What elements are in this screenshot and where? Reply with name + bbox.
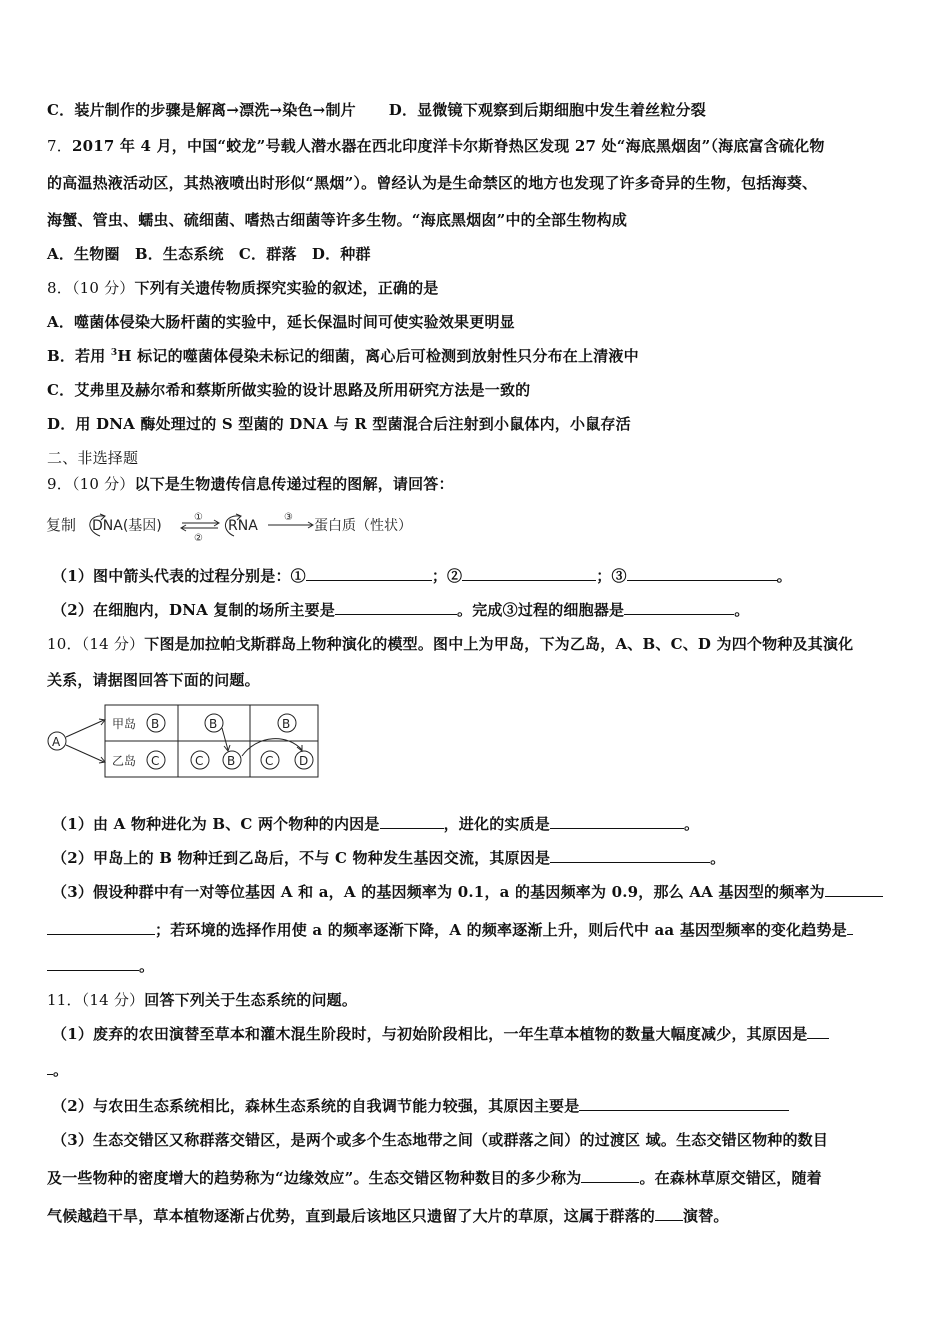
species-a-label: A (52, 735, 61, 749)
diagram-rna-label: RNA (228, 518, 258, 534)
q11-number: 11．（14 分） (47, 991, 145, 1009)
q11-sub3-line3: 气候越趋干旱，草本植物逐渐占优势，直到最后该地区只遗留了大片的草原，这属于群落的 演替。 (47, 1207, 729, 1225)
q11-sub3-line2: 及一些物种的密度增大的趋势称为“边缘效应”。生态交错区物种数目的多少称为 。在森林草原交错区，随着 (47, 1169, 822, 1187)
answer-blank[interactable] (306, 566, 432, 581)
q11-sub1-line1: （1）废弃的农田演替至草本和灌木混生阶段时，与初始阶段相比，一年生草本植物的数量大幅度减少，其原因是 (52, 1024, 912, 1044)
q10-sub3-line3: 。 (47, 956, 907, 976)
diagram-dna-label: DNA(基因) (92, 518, 162, 534)
answer-blank[interactable] (581, 1168, 639, 1183)
q9-sub1: （1）图中箭头代表的过程分别是：① ；② ；③ 。 (52, 567, 792, 585)
circle-2-label: ② (194, 533, 203, 544)
species-c-label: C (151, 754, 160, 768)
q7-line1: 7．2017 年 4 月，中国“蛟龙”号载人潜水器在西北印度洋卡尔斯脊热区发现 27 处“海底黑烟囱”（海底富含硫化物 (47, 137, 825, 155)
q6-options (47, 100, 907, 120)
q7-line3: 海蟹、管虫、蠕虫、硫细菌、嗜热古细菌等许多生物。“海底黑烟囱”中的全部生物构成 (47, 211, 628, 229)
circle-3-label: ③ (284, 512, 293, 523)
q11-stem: 11．（14 分）回答下列关于生态系统的问题。 (47, 991, 358, 1009)
species-c-label: C (195, 754, 204, 768)
q10-sub1: （1）由 A 物种进化为 B、C 两个物种的内因是 ，进化的实质是 。 (52, 815, 700, 833)
species-b-label: B (209, 717, 218, 731)
q6-option-c: C．装片制作的步骤是解离→漂洗→染色→制片 (47, 101, 356, 119)
island-jia-label: 甲岛 (112, 717, 137, 731)
q11-sub1-line2: 。 (47, 1060, 907, 1080)
species-d-label: D (299, 754, 309, 768)
answer-blank[interactable] (627, 566, 777, 581)
q10-line2: 关系，请据图回答下面的问题。 (47, 671, 260, 689)
section-heading: 二、非选择题 (47, 449, 139, 467)
q10-island-diagram (44, 700, 324, 782)
answer-blank[interactable] (847, 920, 853, 935)
q10-number: 10．（14 分） (47, 635, 145, 653)
answer-blank[interactable] (550, 814, 684, 829)
answer-blank[interactable] (655, 1206, 683, 1221)
diagram-protein-label: 蛋白质（性状） (314, 518, 412, 534)
answer-blank[interactable] (380, 814, 444, 829)
q9-stem: 9．（10 分）以下是生物遗传信息传递过程的图解，请回答： (47, 475, 454, 493)
diagram-copy-label: 复制 (46, 516, 77, 534)
answer-blank[interactable] (579, 1096, 789, 1111)
answer-blank[interactable] (825, 882, 883, 897)
q6-option-d: D．显微镜下观察到后期细胞中发生着丝粒分裂 (388, 101, 706, 119)
species-b-label: B (227, 754, 236, 768)
answer-blank[interactable] (47, 920, 155, 935)
q9-sub2: （2）在细胞内，DNA 复制的场所主要是 。完成③过程的细胞器是 。 (52, 601, 750, 619)
q8-option-c: C．艾弗里及赫尔希和蔡斯所做实验的设计思路及所用研究方法是一致的 (47, 381, 531, 399)
island-yi-label: 乙岛 (112, 754, 137, 768)
answer-blank[interactable] (550, 848, 710, 863)
q10-sub2: （2）甲岛上的 B 物种迁到乙岛后，不与 C 物种发生基因交流，其原因是 。 (52, 849, 726, 867)
answer-blank[interactable] (807, 1024, 829, 1039)
answer-blank[interactable] (335, 600, 457, 615)
q10-line1: 10．（14 分）下图是加拉帕戈斯群岛上物种演化的模型。图中上为甲岛，下为乙岛，A、B、C、D 为四个物种及其演化 (47, 635, 854, 653)
species-b-label: B (282, 717, 291, 731)
answer-blank[interactable] (462, 566, 596, 581)
q8-option-b: B．若用 $^3$H 标记的噬菌体侵染未标记的细菌，离心后可检测到放射性只分布在上清液中 (47, 347, 639, 365)
q8-option-a: A．噬菌体侵染大肠杆菌的实验中，延长保温时间可使实验效果更明显 (47, 313, 515, 331)
q11-sub2: （2）与农田生态系统相比，森林生态系统的自我调节能力较强，其原因主要是 (52, 1096, 912, 1116)
q10-sub3-line2: ；若环境的选择作用使 a 的频率逐渐下降，A 的频率逐渐上升，则后代中 aa 基因型频率的变化趋势是 (47, 920, 907, 940)
a-to-c-arrow (66, 745, 104, 762)
q8-number: 8．（10 分） (47, 279, 135, 297)
q8-option-d: D．用 DNA 酶处理过的 S 型菌的 DNA 与 R 型菌混合后注射到小鼠体内，小鼠存活 (47, 415, 631, 433)
q7-options: A．生物圈 B．生态系统 C．群落 D．种群 (47, 245, 371, 263)
q9-diagram (44, 508, 444, 548)
q7-number: 7． (47, 137, 72, 155)
q8-stem: 8．（10 分）下列有关遗传物质探究实验的叙述，正确的是 (47, 279, 439, 297)
q9-number: 9．（10 分） (47, 475, 135, 493)
q7-line2: 的高温热液活动区，其热液喷出时形似“黑烟”）。曾经认为是生命禁区的地方也发现了许多奇异的生物，包括海葵、 (47, 174, 818, 192)
answer-blank[interactable] (47, 956, 139, 971)
species-c-label: C (265, 754, 274, 768)
answer-blank[interactable] (624, 600, 734, 615)
circle-1-label: ① (194, 512, 203, 523)
species-b-label: B (151, 717, 160, 731)
q10-sub3-line1: （3）假设种群中有一对等位基因 A 和 a，A 的基因频率为 0.1，a 的基因频率为 0.9，那么 AA 基因型的频率为 (52, 882, 912, 902)
q11-sub3-line1: （3）生态交错区又称群落交错区，是两个或多个生态地带之间（或群落之间）的过渡区 域。生态交错区物种的数目 (52, 1131, 829, 1149)
a-to-b-arrow (66, 720, 104, 737)
